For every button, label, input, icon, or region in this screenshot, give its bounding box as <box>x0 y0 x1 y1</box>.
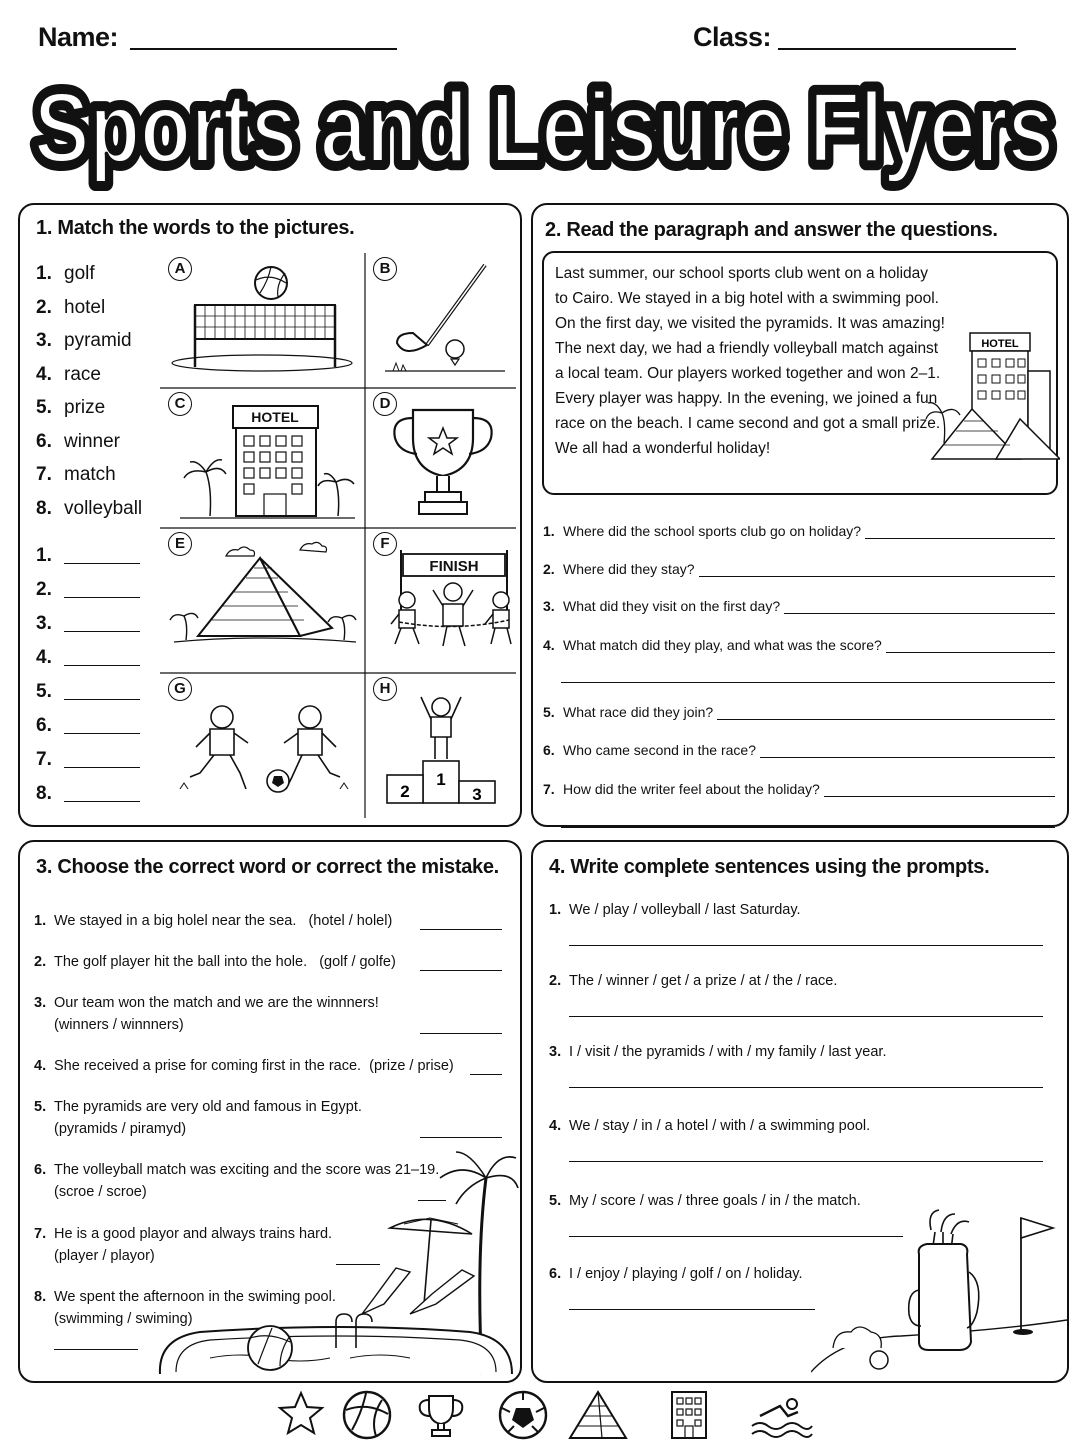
section-4-title: 4. Write complete sentences using the prompts. <box>549 856 990 878</box>
answer-blank[interactable] <box>569 924 1043 946</box>
answer-blank[interactable] <box>64 767 140 768</box>
picture-d[interactable] <box>365 388 543 530</box>
question-item[interactable]: 1. Where did the school sports club go on holiday? <box>543 509 1055 539</box>
answer-blank[interactable] <box>886 641 1055 653</box>
prompt-item[interactable]: 2. The / winner / get / a prize / at / the / race. <box>549 973 1049 1044</box>
page-title <box>24 62 1064 197</box>
answer-blank[interactable] <box>561 653 1055 683</box>
building-icon <box>662 1388 716 1442</box>
class-label: Class: <box>693 22 772 52</box>
answer-blank[interactable] <box>420 914 502 930</box>
answer-item[interactable]: 3. <box>36 613 64 647</box>
answer-blank[interactable] <box>569 1140 1043 1162</box>
picture-letter: F <box>373 532 397 556</box>
answer-blank[interactable] <box>569 995 1043 1017</box>
correction-item[interactable]: 4. She received a prise for coming first in the race. (prize / prise) <box>34 1055 504 1096</box>
picture-grid <box>160 253 516 818</box>
correction-item[interactable]: 1. We stayed in a big holel near the sea. (hotel / holel) <box>34 910 504 951</box>
section-3-title: 3. Choose the correct word or correct the mistake. <box>36 856 499 878</box>
picture-h[interactable] <box>365 673 543 815</box>
question-item[interactable]: 7. How did the writer feel about the holiday? <box>543 758 1055 797</box>
svg-text:2: 2 <box>400 782 410 801</box>
prompt-item[interactable]: 1. We / play / volleyball / last Saturday. <box>549 902 1049 973</box>
reading-box <box>542 251 1058 495</box>
answer-blank[interactable] <box>865 527 1055 539</box>
soccer-ball-icon <box>496 1388 550 1442</box>
answer-blank[interactable] <box>824 785 1055 797</box>
section-correct-mistakes <box>18 840 522 1383</box>
section-1-title: 1. Match the words to the pictures. <box>36 217 355 239</box>
picture-letter: G <box>168 677 192 701</box>
prompt-item[interactable]: 5. My / score / was / three goals / in / the match. <box>549 1193 1049 1266</box>
swimmer-icon <box>748 1388 814 1442</box>
answer-blank[interactable] <box>64 597 140 598</box>
answer-blank[interactable] <box>717 708 1055 720</box>
reading-paragraph: Last summer, our school sports club went on a holiday to Cairo. We stayed in a big hotel with a swimming pool. On the first day, we visited the pyramids. It was amazing! The next day, we had a friendly volleyball match against a local team. Our players worked together and won 2–1. Every player was happy. In the evening, we joined a fun race on the beach. I came second and got a small prize. We all had a wonderful holiday! <box>555 265 945 457</box>
class-field[interactable] <box>778 48 1016 50</box>
answer-item[interactable]: 6. <box>36 715 64 749</box>
section-reading <box>531 203 1069 827</box>
name-field[interactable] <box>130 48 397 50</box>
list-item: 8. volleyball <box>36 497 143 519</box>
answer-blank[interactable] <box>699 565 1055 577</box>
svg-text:HOTEL: HOTEL <box>251 409 299 425</box>
answer-blank[interactable] <box>64 665 140 666</box>
svg-text:HOTEL: HOTEL <box>981 338 1019 350</box>
answer-blank[interactable] <box>64 699 140 700</box>
picture-letter: A <box>168 257 192 281</box>
svg-text:Sports and Leisure Flyers: Sports and Leisure Flyers <box>34 72 1054 184</box>
picture-letter: H <box>373 677 397 701</box>
answer-blank[interactable] <box>64 801 140 802</box>
correction-item[interactable]: 2. The golf player hit the ball into the hole. (golf / golfe) <box>34 951 504 992</box>
golf-course-illustration <box>811 1202 1067 1382</box>
correction-item[interactable]: 5. The pyramids are very old and famous in Egypt. (pyramids / piramyd) <box>34 1096 504 1159</box>
question-list <box>543 509 1055 828</box>
picture-c[interactable] <box>160 388 338 530</box>
pyramid-icon <box>160 528 365 673</box>
correction-item[interactable]: 8. We spent the afternoon in the swiming pool. (swimming / swiming) <box>34 1286 504 1352</box>
answer-blank[interactable] <box>420 955 502 971</box>
footer-icons <box>270 1388 830 1444</box>
trophy-icon <box>414 1388 468 1442</box>
picture-letter: C <box>168 392 192 416</box>
pool-beach-illustration <box>140 1138 520 1383</box>
picture-b[interactable] <box>365 253 543 395</box>
answer-blank[interactable] <box>420 1018 502 1034</box>
answer-item[interactable]: 2. <box>36 579 64 613</box>
answer-blank[interactable] <box>760 746 1055 758</box>
list-item: 6. winner <box>36 430 120 452</box>
answer-blank[interactable] <box>54 1334 138 1350</box>
answer-list <box>36 545 64 817</box>
name-label: Name: <box>38 22 119 52</box>
answer-item[interactable]: 7. <box>36 749 64 783</box>
svg-text:Sports and Leisure Flyers: Sports and Leisure Flyers <box>34 72 1054 184</box>
header-row <box>38 18 1026 58</box>
picture-letter: E <box>168 532 192 556</box>
picture-e[interactable] <box>160 528 338 670</box>
answer-blank[interactable] <box>64 631 140 632</box>
section-match-words <box>18 203 522 827</box>
answer-blank[interactable] <box>470 1059 502 1075</box>
answer-blank[interactable] <box>561 797 1055 828</box>
list-item: 1. golf <box>36 263 95 284</box>
section-write-sentences <box>531 840 1069 1383</box>
section-2-title: 2. Read the paragraph and answer the questions. <box>545 219 998 241</box>
question-item[interactable]: 2. Where did they stay? <box>543 539 1055 577</box>
pyramid-icon <box>566 1388 630 1442</box>
answer-item[interactable]: 1. <box>36 545 64 579</box>
svg-text:3: 3 <box>472 785 482 804</box>
answer-blank[interactable] <box>569 1066 1043 1088</box>
prompt-item[interactable]: 4. We / stay / in / a hotel / with / a swimming pool. <box>549 1118 1049 1193</box>
question-item[interactable]: 6. Who came second in the race? <box>543 720 1055 758</box>
picture-letter: B <box>373 257 397 281</box>
football-match-icon <box>160 673 365 818</box>
prompt-item[interactable]: 6. I / enjoy / playing / golf / on / holiday. <box>549 1266 1049 1326</box>
list-item: 2. hotel <box>36 296 106 318</box>
correction-item[interactable]: 3. Our team won the match and we are the winnners! (winners / winnners) <box>34 992 504 1055</box>
hotel-pyramid-illustration <box>914 323 1060 473</box>
star-icon <box>276 1388 326 1438</box>
answer-blank[interactable] <box>420 1122 502 1138</box>
picture-letter: D <box>373 392 397 416</box>
answer-blank[interactable] <box>569 1288 815 1310</box>
picture-a[interactable] <box>160 253 338 395</box>
answer-blank[interactable] <box>64 563 140 564</box>
answer-blank[interactable] <box>784 602 1055 614</box>
answer-item[interactable]: 8. <box>36 783 64 817</box>
question-item[interactable]: 5. What race did they join? <box>543 683 1055 720</box>
answer-item[interactable]: 5. <box>36 681 64 715</box>
correction-item[interactable]: 7. He is a good playor and always trains hard. (player / playor) <box>34 1223 504 1286</box>
svg-text:FINISH: FINISH <box>429 558 479 575</box>
picture-f[interactable] <box>365 528 543 670</box>
question-item[interactable]: 3. What did they visit on the first day? <box>543 577 1055 614</box>
list-item: 7. match <box>36 464 116 485</box>
prompt-item[interactable]: 3. I / visit / the pyramids / with / my family / last year. <box>549 1044 1049 1118</box>
answer-item[interactable]: 4. <box>36 647 64 681</box>
correction-item[interactable]: 6. The volleyball match was exciting and the score was 21–19. (scroe / scroe) <box>34 1159 504 1223</box>
picture-g[interactable] <box>160 673 338 815</box>
list-item: 4. race <box>36 363 101 385</box>
volleyball-icon <box>340 1388 394 1442</box>
svg-text:1: 1 <box>436 770 446 789</box>
word-list <box>36 263 142 531</box>
question-item[interactable]: 4. What match did they play, and what was the score? <box>543 614 1055 653</box>
list-item: 3. pyramid <box>36 330 132 351</box>
answer-blank[interactable] <box>64 733 140 734</box>
list-item: 5. prize <box>36 397 106 418</box>
